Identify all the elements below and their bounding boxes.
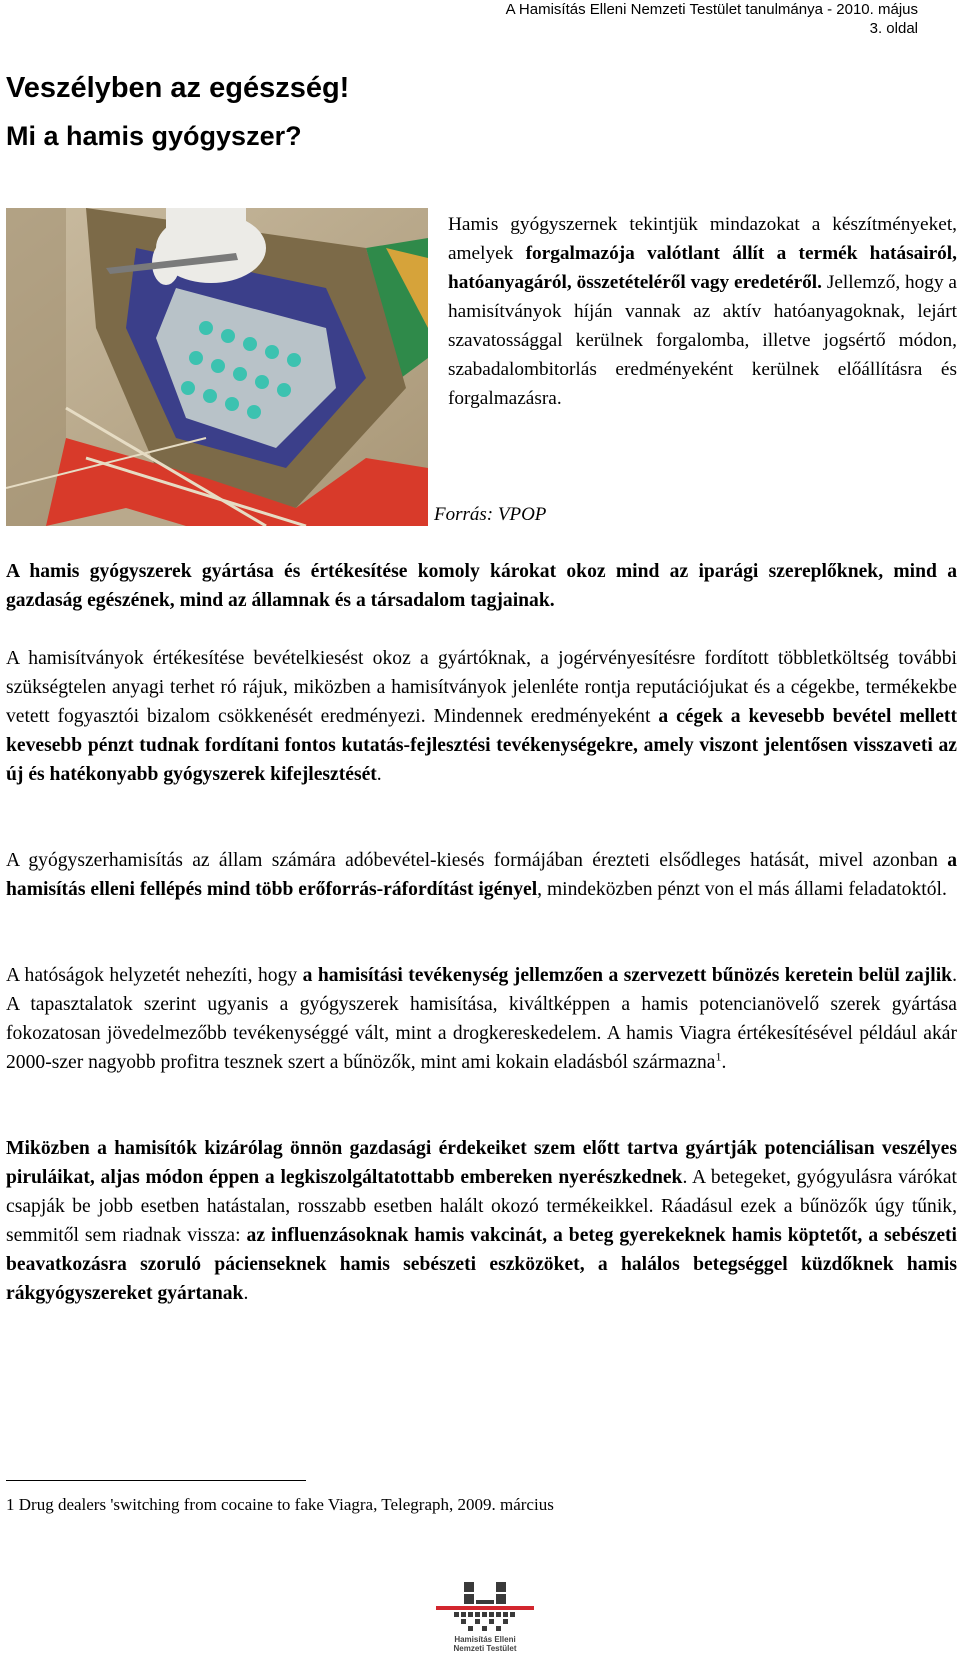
photo-caption: Forrás: VPOP [434,504,547,525]
intro-paragraph: Hamis gyógyszernek tekintjük mindazokat a készítményeket, amelyek forgalmazója valótlant állít a termék hatásairól, hatóanyagáról, összetételéről vagy eredetéről. Jellemző, hogy a hamisítványok híján vannak az aktív hatóanyagoknak, lejárt szavatossággal kerülnek forgalomba, illetve jogsértő módon, szabadalombitorlás eredményeként kerülnek előállításra és forgalmazásra. [448,214,957,409]
paragraph-organized-crime: A hatóságok helyzetét nehezíti, hogy a hamisítási tevékenység jellemzően a szervezett bűnözés keretein belül zajlik. A tapasztalatok szerint ugyanis a gyógyszerek hamisítása, kiváltképpen a hamis potencianövelő szerek gyártása fokozatosan jövedelmezőbb tevékenységgé vált, mint a drogkereskedelem. A hamis Viagra értékesítésével például akár 2000-szer nagyobb profitra tesznek szert a bűnözők, mint ami kokain eladásból származna$^1$. [6,965,957,1073]
paragraph-victims: Miközben a hamisítók kizárólag önnön gazdasági érdekeiket szem előtt tartva gyártják potenciálisan veszélyes piruláikat, aljas módon éppen a legkiszolgáltatottabb embereken nyerészkednek. A betegeket, gyógyulásra várókat csapják be jobb esetben hatástalan, rosszabb esetben halált okozó termékeikkel. Ráadásul ezek a bűnözők úgy tűnik, semmitől sem riadnak vissza: az influenzásoknak hamis vakcinát, a beteg gyerekeknek hamis köptetőt, a sebészeti beavatkozásra szoruló pácienseknek hamis sebészeti eszközöket, a halálos betegséggel küzdőknek hamis rákgyógyszereket gyártanak. [6,1138,958,1304]
page-title: Veszélyben az egészség! [6,72,350,104]
hent-logo [430,1582,540,1653]
footnote-divider [6,1480,306,1481]
logo-text-line2: Nemzeti Testület [453,1644,517,1653]
paragraph-damages: A hamis gyógyszerek gyártása és értékesítése komoly károkat okoz mind az iparági szereplőknek, mind a gazdaság egészének, mind az államnak és a társadalom tagjainak. [6,561,957,611]
paragraph-state: A gyógyszerhamisítás az állam számára adóbevétel-kiesés formájában érezteti elsődleges hatását, mivel azonban a hamisítás elleni fellépés mind több erőforrás-ráfordítást igényel, mindeközben pénzt von el más állami feladatoktól. [6,850,957,900]
counterfeit-pills-photo [6,208,428,526]
paragraph-manufacturers: A hamisítványok értékesítése bevételkiesést okoz a gyártóknak, a jogérvényesítésre fordított többletköltség további szükségtelen anyagi terhet ró rájuk, miközben a hamisítványok jelenléte rontja reputációjukat és a cégekbe, termékekbe vetett fogyasztói bizalom csökkenését eredményezi. Mindennek eredményeként a cégek a kevesebb bevétel mellett kevesebb pénzt tudnak fordítani fontos kutatás-fejlesztési tevékenységekre, amely viszont jelentősen visszaveti az új és hatékonyabb gyógyszerek kifejlesztését. [6,648,957,785]
header-document-title: A Hamisítás Elleni Nemzeti Testület tanulmánya - 2010. május [505,1,918,18]
page-header [506,0,918,38]
logo-text-line1: Hamisítás Elleni [454,1635,516,1644]
footnote-text: 1 Drug dealers 'switching from cocaine to fake Viagra, Telegraph, 2009. március [6,1495,554,1514]
header-page-number: 3. oldal [869,20,918,37]
footnote-reference[interactable]: 1 [715,1049,722,1064]
hent-logo-mark-icon [430,1582,540,1634]
page-subtitle: Mi a hamis gyógyszer? [6,121,302,151]
